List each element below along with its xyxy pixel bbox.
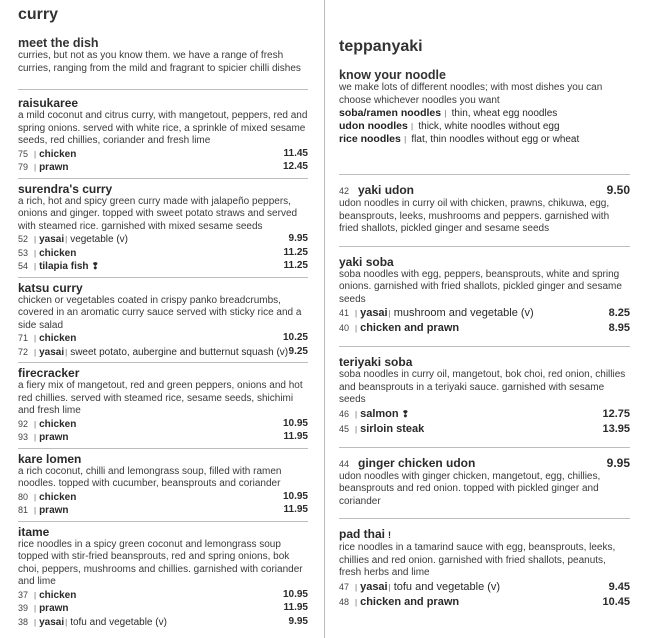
noodle-type	[339, 120, 630, 133]
item-price: 10.95	[282, 417, 308, 429]
dish-name: pad thai	[339, 527, 386, 541]
separator: |	[355, 424, 358, 434]
curry-intro-desc: curries, but not as you know them. we have a range of fresh curries, ranging from the mild and fragrant to spicier chilli dishes	[18, 50, 301, 74]
item-number: 72	[18, 346, 29, 357]
menu-item-left	[339, 422, 424, 437]
item-price: 10.95	[282, 588, 308, 600]
dish-number: 44	[339, 458, 350, 469]
item-name: yasai	[360, 307, 388, 319]
menu-item-left	[339, 595, 459, 610]
menu-item-left	[18, 260, 99, 274]
item-price: 11.95	[283, 431, 308, 442]
separator: |	[34, 235, 37, 244]
item-price: 11.25	[283, 260, 308, 271]
menu-item-left	[339, 306, 534, 321]
item-number: 79	[18, 162, 29, 172]
dish-items	[339, 306, 630, 336]
menu-item-left	[339, 321, 459, 336]
dish-name: firecracker	[18, 366, 80, 380]
curry-dish	[18, 96, 308, 175]
item-number: 48	[339, 596, 350, 607]
item-name: prawn	[39, 432, 69, 443]
menu-item-line	[18, 161, 308, 175]
item-name: chicken	[39, 491, 77, 503]
item-number: 81	[18, 505, 29, 515]
veg-icon: ǃ	[388, 530, 392, 540]
menu-item-line	[18, 504, 308, 518]
separator: |	[401, 135, 409, 144]
curry-column	[18, 0, 308, 631]
dish-name: yaki soba	[339, 254, 394, 269]
menu-item-left	[18, 346, 288, 360]
dish-name: itame	[18, 524, 50, 539]
menu-item-line	[339, 580, 630, 595]
menu-item-line	[18, 491, 308, 505]
dish-pad-thai	[339, 527, 630, 610]
item-name: chicken	[39, 333, 77, 344]
dish-desc: udon noodles with ginger chicken, mangetout, egg, chillies, beansprouts and red onion. topped with pickled ginger and coriander	[339, 470, 601, 507]
separator: |	[34, 334, 37, 343]
noodle-list	[339, 107, 630, 146]
menu-item-left	[18, 602, 69, 616]
menu-item-line	[339, 407, 630, 422]
separator: |	[34, 248, 37, 258]
menu-item-left	[18, 589, 76, 603]
chilli-icon: ❢	[91, 261, 100, 271]
menu-item-line	[18, 602, 308, 616]
noodle-type	[339, 133, 630, 146]
noodle-desc: flat, thin noodles without egg or wheat	[411, 134, 580, 145]
item-number: 37	[18, 589, 29, 600]
item-price: 10.95	[282, 490, 308, 502]
item-number: 93	[18, 432, 29, 442]
dish-number: 42	[339, 186, 350, 196]
menu-item-line	[18, 332, 308, 346]
separator: |	[34, 419, 37, 429]
item-name: chicken	[39, 247, 77, 259]
item-price: 11.95	[283, 504, 308, 515]
dish-price: 9.50	[606, 183, 630, 197]
menu-item-left	[18, 161, 69, 175]
item-price: 11.45	[283, 147, 308, 159]
item-price: 11.95	[283, 602, 308, 613]
item-price: 9.95	[288, 615, 308, 627]
dish-desc: a mild coconut and citrus curry, with mangetout, peppers, red and spring onions. served with white rice, a sprinkle of mixed sesame seeds, red chillies, coriander and fresh lime	[18, 110, 308, 146]
dish-name: kare lomen	[18, 451, 82, 466]
item-price: 11.25	[283, 246, 308, 258]
dish-desc: soba noodles in curry oil, mangetout, bok choi, red onion, chillies and beansprouts in a teriyaki sauce. garnished with sesame seeds	[339, 369, 626, 405]
menu-item-line	[18, 346, 308, 360]
teppanyaki-intro-desc: we make lots of different noodles; with most dishes you can choose whichever noodles you want	[339, 82, 603, 106]
dish-name: teriyaki soba	[339, 355, 413, 369]
dish-name: surendra's curry	[18, 181, 113, 196]
item-number: 53	[18, 247, 29, 258]
dish-name: ginger chicken udon	[358, 455, 476, 470]
menu-item-left	[18, 504, 69, 518]
dish-desc: rice noodles in a spicy green coconut and lemongrass soup topped with stir-fried beansprouts, red and spring onions, bok choi, peppers, mushrooms and chillies. garnished with coriander and lime	[18, 538, 303, 587]
section-divider	[339, 518, 630, 519]
item-number: 80	[18, 491, 29, 502]
curry-dish	[18, 525, 308, 630]
teppanyaki-column	[339, 0, 630, 610]
menu-item-line	[339, 422, 630, 437]
teppanyaki-section-title: teppanyaki	[339, 38, 423, 55]
item-name: yasai	[39, 616, 65, 628]
item-name: yasai	[39, 346, 65, 358]
section-divider	[339, 447, 630, 448]
item-name: prawn	[39, 505, 69, 516]
item-name: prawn	[39, 162, 69, 173]
column-divider	[324, 0, 325, 638]
item-price: 12.75	[602, 407, 630, 420]
item-detail: sweet potato, aubergine and butternut squash (v)	[70, 346, 289, 358]
menu-item-left	[18, 491, 76, 505]
item-name: tilapia fish	[39, 261, 89, 272]
item-number: 92	[18, 418, 29, 429]
menu-item-line	[18, 431, 308, 445]
dish-desc: udon noodles in curry oil with chicken, prawns, chikuwa, egg, beansprouts, leeks, mushrooms and peppers. garnished with fried shallots, pickled ginger and sesame seeds	[339, 198, 610, 234]
section-divider	[339, 246, 630, 247]
dish-name: yaki udon	[358, 183, 415, 197]
menu-item-line	[18, 247, 308, 261]
noodle-desc: thin, wheat egg noodles	[451, 108, 558, 119]
item-number: 46	[339, 408, 350, 419]
item-name: chicken	[39, 148, 77, 160]
menu-item-left	[18, 616, 167, 630]
item-detail: tofu and vegetable (v)	[393, 580, 501, 593]
section-divider	[18, 277, 308, 278]
item-detail: tofu and vegetable (v)	[70, 616, 167, 628]
separator: |	[408, 122, 416, 131]
section-divider	[339, 174, 630, 175]
menu-item-left	[18, 233, 128, 247]
dish-desc: a rich coconut, chilli and lemongrass soup, filled with ramen noodles. topped with cucumber, beansprouts and coriander	[18, 465, 282, 489]
dish-price: 9.95	[606, 455, 630, 470]
item-name: chicken	[39, 418, 77, 430]
item-name: chicken	[39, 589, 77, 601]
menu-item-left	[339, 580, 500, 595]
noodle-desc: thick, white noodles without egg	[418, 121, 560, 132]
teppanyaki-intro-title: know your noodle	[339, 68, 446, 82]
separator: |	[65, 347, 68, 357]
separator: |	[442, 109, 449, 118]
item-number: 47	[339, 581, 350, 592]
dish-desc: chicken or vegetables coated in crispy panko breadcrumbs, covered in an aromatic curry sauce served with sticky rice and a side salad	[18, 294, 302, 331]
separator: |	[65, 617, 68, 627]
separator: |	[34, 149, 37, 159]
noodle-name: rice noodles	[339, 133, 401, 145]
separator: |	[355, 309, 358, 318]
separator: |	[65, 235, 68, 244]
separator: |	[34, 590, 37, 600]
curry-dish-list	[18, 96, 308, 629]
item-number: 52	[18, 234, 29, 244]
item-price: 9.45	[608, 580, 630, 593]
curry-dish	[18, 452, 308, 518]
noodle-type	[339, 107, 630, 120]
separator: |	[355, 597, 358, 607]
menu-item-left	[339, 407, 409, 422]
item-number: 40	[339, 323, 350, 333]
dish-name: raisukaree	[18, 96, 79, 110]
item-name: salmon	[360, 407, 399, 420]
separator: |	[34, 604, 37, 613]
separator: |	[388, 582, 391, 592]
menu-item-line	[18, 233, 308, 247]
chilli-icon: ❢	[401, 408, 410, 419]
noodle-name: udon noodles	[339, 120, 408, 132]
dish-yaki-udon	[339, 183, 630, 236]
item-price: 10.25	[282, 332, 308, 343]
menu-item-left	[18, 247, 76, 261]
item-name: sirloin steak	[360, 422, 425, 435]
curry-section-title: curry	[18, 6, 59, 23]
dish-yaki-soba	[339, 255, 630, 337]
separator: |	[388, 309, 391, 318]
separator: |	[34, 347, 37, 357]
dish-teriyaki-soba	[339, 355, 630, 437]
menu-item-line	[18, 148, 308, 162]
item-number: 54	[18, 261, 29, 271]
menu-item-left	[18, 332, 76, 346]
item-price: 9.25	[288, 345, 308, 357]
item-number: 75	[18, 148, 29, 159]
item-name: prawn	[39, 603, 69, 614]
curry-intro-title: meet the dish	[18, 36, 99, 50]
item-name: yasai	[39, 234, 65, 245]
section-divider	[18, 89, 308, 90]
item-detail: mushroom and vegetable (v)	[393, 307, 534, 319]
menu-item-line	[339, 321, 630, 336]
item-number: 41	[339, 308, 350, 318]
section-divider	[18, 178, 308, 179]
item-number: 45	[339, 423, 350, 434]
item-price: 10.45	[602, 595, 630, 608]
dish-name: katsu curry	[18, 280, 83, 295]
menu-item-line	[18, 589, 308, 603]
menu-item-left	[18, 418, 76, 432]
item-name: yasai	[360, 580, 388, 593]
dish-items	[339, 407, 630, 437]
menu-item-line	[339, 595, 630, 610]
separator: |	[34, 262, 37, 271]
menu-item-left	[18, 148, 76, 162]
item-name: chicken and prawn	[360, 322, 460, 334]
menu-item-left	[18, 431, 69, 445]
section-divider	[18, 448, 308, 449]
separator: |	[34, 506, 37, 515]
item-price: 9.95	[288, 233, 308, 244]
section-divider	[18, 521, 308, 522]
separator: |	[34, 617, 37, 627]
section-divider	[18, 362, 308, 363]
dish-desc: a fiery mix of mangetout, red and green peppers, onions and hot red chillies. served with steamed rice, sesame seeds, shichimi and fresh lime	[18, 380, 303, 416]
item-price: 12.45	[282, 161, 308, 172]
menu-item-line	[18, 418, 308, 432]
dish-desc: rice noodles in a tamarind sauce with egg, beansprouts, leeks, chillies and red onion. garnished with fried shallots, peanuts, fresh herbs and lime	[339, 542, 616, 578]
separator: |	[34, 492, 37, 502]
item-number: 38	[18, 616, 29, 627]
menu-item-line	[18, 616, 308, 630]
curry-dish	[18, 182, 308, 274]
separator: |	[34, 433, 37, 442]
separator: |	[355, 409, 358, 419]
item-price: 8.95	[608, 322, 630, 334]
curry-dish	[18, 281, 308, 360]
section-divider	[339, 346, 630, 347]
item-detail: vegetable (v)	[70, 234, 128, 245]
dish-desc: a rich, hot and spicy green curry made with jalapeño peppers, onions and ginger. topped with sweet potato straws and served with steamed rice. garnished with mixed sesame seeds	[18, 195, 298, 232]
menu-item-line	[339, 306, 630, 321]
item-number: 71	[18, 333, 29, 343]
dish-ginger-chicken-udon	[339, 456, 630, 509]
separator: |	[34, 163, 37, 172]
item-number: 39	[18, 603, 29, 613]
item-price: 13.95	[602, 422, 630, 435]
separator: |	[355, 582, 358, 592]
item-name: chicken and prawn	[360, 595, 460, 608]
noodle-name: soba/ramen noodles	[339, 107, 442, 119]
separator: |	[355, 324, 358, 333]
menu-item-line	[18, 260, 308, 274]
item-price: 8.25	[608, 307, 630, 319]
dish-items	[339, 580, 630, 610]
curry-dish	[18, 366, 308, 445]
dish-desc: soba noodles with egg, peppers, beansprouts, white and spring onions. garnished with fried shallots, pickled ginger and sesame seeds	[339, 268, 622, 305]
